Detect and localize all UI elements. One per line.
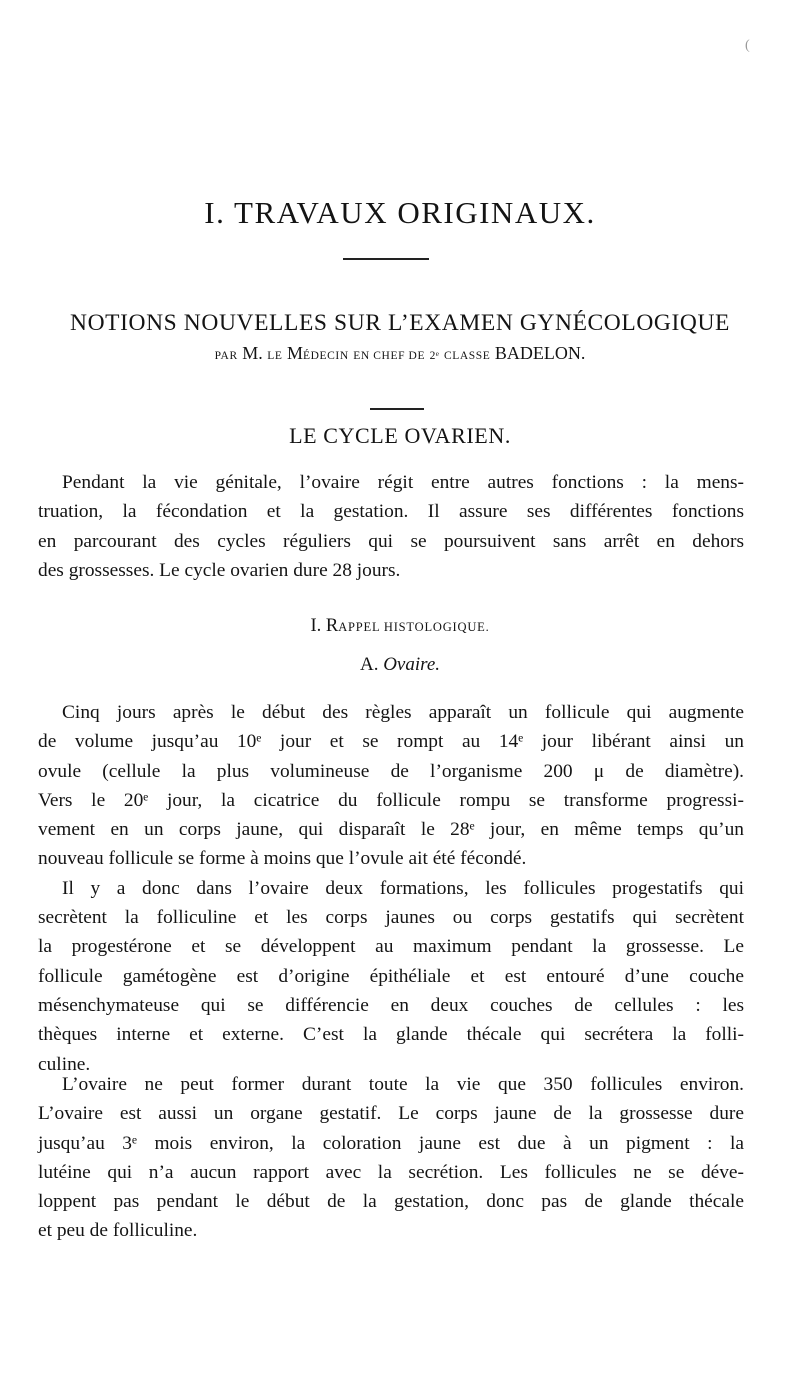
- subsection-rule: [370, 408, 424, 410]
- part-heading-numeral: I.: [310, 616, 322, 636]
- part-heading-rest: APPEL HISTOLOGIQUE.: [338, 620, 490, 634]
- byline-author: BADELON.: [494, 343, 586, 363]
- section-title: I. TRAVAUX ORIGINAUX.: [204, 195, 596, 230]
- text-line: la progestérone et se développent au maximum pendant la grossesse. Le: [38, 936, 744, 958]
- article-byline: [0, 343, 800, 364]
- subpart-heading: [0, 654, 800, 676]
- byline-m: M.: [242, 343, 263, 363]
- byline-medecin-rest: ÉDECIN: [303, 350, 349, 362]
- part-heading: [0, 616, 800, 637]
- byline-class-number: 2ᵉ: [429, 350, 440, 362]
- text-line: ovule (cellule la plus volumineuse de l’organisme 200 μ de diamètre).: [38, 760, 744, 782]
- text-line: et peu de folliculine.: [38, 1220, 198, 1242]
- text-line: de volume jusqu’au 10ᵉ jour et se rompt au 14ᵉ jour libérant ainsi un: [38, 731, 744, 753]
- text-line: loppent pas pendant le début de la gestation, donc pas de glande thécale: [38, 1191, 744, 1213]
- text-line: nouveau follicule se forme à moins que l’ovule ait été fécondé.: [38, 848, 527, 870]
- byline-le: LE: [267, 350, 283, 362]
- byline-par: PAR: [214, 350, 238, 362]
- part-heading-initial: R: [325, 616, 339, 636]
- text-line: Pendant la vie génitale, l’ovaire régit entre autres fonctions : la mens-: [62, 472, 744, 493]
- text-line: L’ovaire est aussi un organe gestatif. Le corps jaune de la grossesse dure: [38, 1103, 744, 1125]
- page-corner-mark: (: [745, 38, 750, 53]
- text-line: jusqu’au 3ᵉ mois environ, la coloration jaune est due à un pigment : la: [38, 1132, 744, 1154]
- text-line: secrètent la folliculine et les corps jaunes ou corps gestatifs qui secrètent: [38, 907, 744, 929]
- subsection-title: LE CYCLE OVARIEN.: [289, 423, 511, 448]
- text-line: thèques interne et externe. C’est la glande thécale qui secrétera la folli-: [38, 1024, 744, 1046]
- text-line: en parcourant des cycles réguliers qui se poursuivent sans arrêt en dehors: [38, 530, 744, 552]
- text-line: mésenchymateuse qui se différencie en deux couches de cellules : les: [38, 994, 744, 1016]
- text-line: lutéine qui n’a aucun rapport avec la secrétion. Les follicules ne se déve-: [38, 1161, 744, 1183]
- subpart-heading-title: Ovaire.: [383, 654, 441, 675]
- paragraph-ovaire: [38, 698, 744, 1079]
- text-line: Il y a donc dans l’ovaire deux formations, les follicules progestatifs qui: [62, 877, 744, 899]
- text-line: Vers le 20ᵉ jour, la cicatrice du follicule rompu se transforme progressi-: [38, 789, 744, 811]
- paragraph-gestatif: [38, 1070, 744, 1246]
- byline-medecin-initial: M: [286, 343, 303, 363]
- text-line: culine.: [38, 1053, 91, 1075]
- text-line: L’ovaire ne peut former durant toute la vie que 350 follicules environ.: [62, 1074, 744, 1095]
- byline-classe: CLASSE: [443, 350, 491, 362]
- subpart-heading-letter: A.: [359, 654, 379, 675]
- text-line: vement en un corps jaune, qui disparaît le 28ᵉ jour, en même temps qu’un: [38, 819, 744, 841]
- article-title: NOTIONS NOUVELLES SUR L’EXAMEN GYNÉCOLOGIQUE: [70, 310, 730, 336]
- text-line: des grossesses. Le cycle ovarien dure 28 jours.: [38, 559, 401, 581]
- text-line: Cinq jours après le début des règles apparaît un follicule qui augmente: [62, 702, 744, 723]
- title-rule: [343, 258, 429, 260]
- text-line: follicule gamétogène est d’origine épithéliale et est entouré d’une couche: [38, 965, 744, 987]
- paragraph-intro: [38, 468, 744, 585]
- text-line: truation, la fécondation et la gestation. Il assure ses différentes fonctions: [38, 501, 744, 523]
- byline-en-chef-de: EN CHEF DE: [353, 350, 426, 362]
